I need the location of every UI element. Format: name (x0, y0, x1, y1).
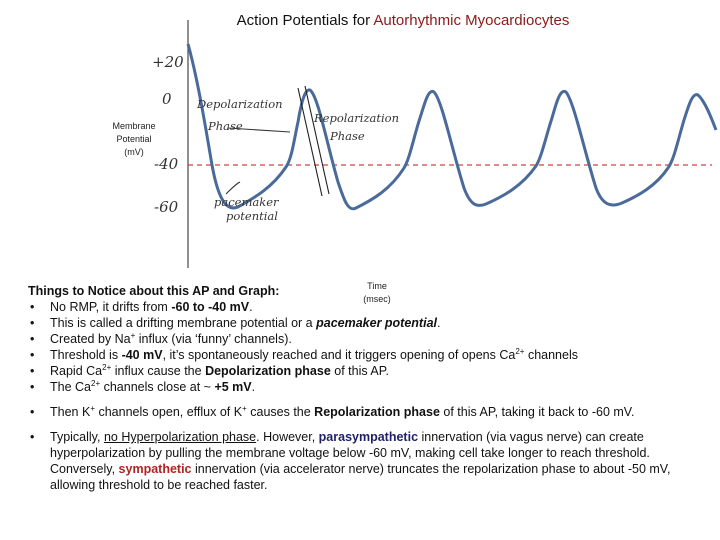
y-axis-label-line: Potential (116, 134, 152, 144)
repolarization-annotation: Repolarization Phase (314, 111, 400, 143)
notes-list (28, 299, 708, 493)
tick-label-0: 0 (162, 90, 172, 108)
x-axis-label-line: Time (367, 281, 387, 291)
list-item: • Created by Na+ influx (via ‘funny’ channels). (28, 331, 708, 347)
notes-heading: Things to Notice about this AP and Graph: (28, 284, 280, 298)
title-prefix: Action Potentials for (236, 12, 374, 29)
y-axis-label-line: (mV) (124, 147, 144, 157)
pacemaker-annotation: pacemaker potential (214, 195, 279, 223)
list-item: • Then K+ channels open, efflux of K+ causes the Repolarization phase of this AP, taking it back to -60 mV. (28, 404, 708, 420)
list-item: • The $Ca^{2+}$ channels close at ~ +5 mV. (28, 379, 708, 395)
notes-section (28, 283, 708, 493)
action-potential-trace (188, 44, 716, 209)
list-item: • Threshold is -40 mV, it’s spontaneously reached and it triggers opening of opens $Ca^{2+}$ channels (28, 347, 708, 363)
list-item: • This is called a drifting membrane potential or a pacemaker potential. (28, 315, 708, 331)
y-axis-label-line: Membrane (112, 121, 156, 131)
depolarization-annotation: Depolarization Phase (197, 97, 283, 133)
pacemaker-arrow (226, 182, 240, 194)
tick-label-plus20: +20 (152, 53, 184, 71)
x-axis-label-line: (msec) (363, 294, 391, 304)
title-highlight: Autorhythmic Myocardiocytes (373, 12, 570, 29)
tick-label-minus60: -60 (154, 198, 179, 216)
list-item: • No RMP, it drifts from -60 to -40 mV. (28, 299, 708, 315)
list-item: • Rapid $Ca^{2+}$ influx cause the Depolarization phase of this AP. (28, 363, 708, 379)
list-item: • Typically, no Hyperpolarization phase. However, parasympathetic innervation (via vagus nerve) can create hyperpolarization by pulling the membrane voltage below -60 mV, making cell take longer to reach threshold. Conversely, sympathetic innervation (via accelerator nerve) truncates the repolarization phase to about -50 mV, allowing threshold to be reached faster. (28, 429, 708, 493)
tick-label-minus40: -40 (154, 155, 179, 173)
